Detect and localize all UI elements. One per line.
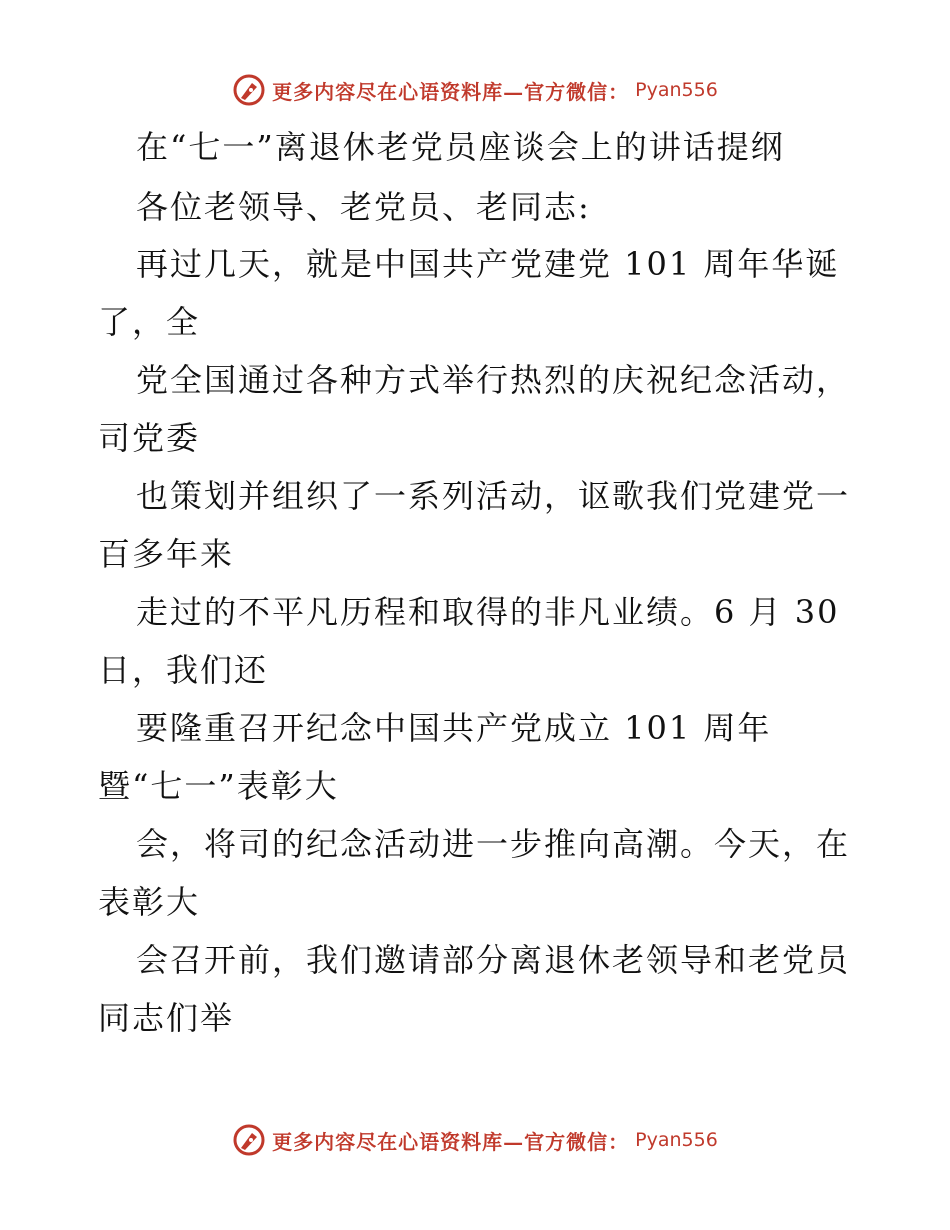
pen-nib-logo-icon [232,73,266,107]
body-line: 暨“七一”表彰大 [98,767,339,805]
body-line: 司党委 [98,419,201,457]
watermark-wechat-id: Pyan556 [635,1129,718,1151]
body-line: 走过的不平凡历程和取得的非凡业绩。6 月 30 [136,593,840,631]
body-line: 百多年来 [98,535,235,573]
body-line: 会，将司的纪念活动进一步推向高潮。今天，在 [136,825,851,863]
watermark-site-text: 更多内容尽在心语资料库—官方微信： [272,79,630,104]
header-watermark [0,70,950,110]
body-line: 日，我们还 [98,651,269,689]
watermark-site-text: 更多内容尽在心语资料库—官方微信： [272,1129,630,1154]
pen-nib-logo-icon [232,1123,266,1157]
document-title: 在“七一”离退休老党员座谈会上的讲话提纲 [136,128,785,166]
body-line: 要隆重召开纪念中国共产党成立 101 周年 [136,709,772,747]
body-line: 党全国通过各种方式举行热烈的庆祝纪念活动， [136,361,851,399]
body-line: 同志们举 [98,999,235,1037]
body-line: 了，全 [98,303,201,341]
salutation-line: 各位老领导、老党员、老同志: [136,188,591,226]
body-line: 表彰大 [98,883,201,921]
watermark-wechat-id: Pyan556 [635,79,718,101]
body-line: 也策划并组织了一系列活动，讴歌我们党建党一 [136,477,851,515]
body-line: 再过几天，就是中国共产党建党 101 周年华诞 [136,245,840,283]
footer-watermark [0,1120,950,1160]
body-line: 会召开前，我们邀请部分离退休老领导和老党员 [136,941,851,979]
